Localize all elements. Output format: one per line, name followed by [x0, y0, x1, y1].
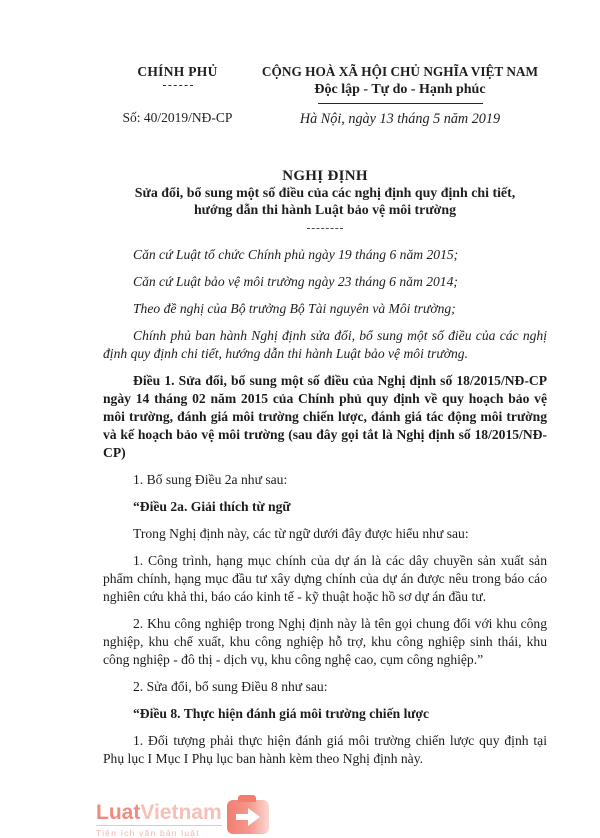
- authority-divider: [163, 85, 193, 86]
- watermark-brand: [96, 803, 222, 823]
- preamble-citation-1: Căn cứ Luật tổ chức Chính phủ ngày 19 tháng 6 năm 2015;: [133, 247, 459, 262]
- header-left-block: [95, 64, 260, 126]
- brand-part-2: Vietnam: [140, 801, 222, 824]
- clause-1-intro: 1. Bổ sung Điều 2a như sau:: [133, 472, 288, 487]
- luatvietnam-watermark: [96, 796, 269, 838]
- watermark-tagline: Tiện ích văn bản luật: [96, 828, 200, 838]
- arrow-right-glyph: [233, 805, 263, 829]
- document-subtitle-line2: hướng dẫn thi hành Luật bảo vệ môi trường: [193, 203, 457, 218]
- document-subtitle-line1: Sửa đổi, bổ sung một số điều của các nghị định quy định chi tiết,: [134, 186, 516, 201]
- national-motto: Độc lập - Tự do - Hạnh phúc: [314, 82, 486, 97]
- article-2a-intro: Trong Nghị định này, các từ ngữ dưới đây được hiểu như sau:: [133, 526, 469, 541]
- arrow-right-briefcase-icon: [227, 800, 269, 834]
- clause-2-intro: 2. Sửa đổi, bổ sung Điều 8 như sau:: [133, 679, 328, 694]
- title-divider: [307, 228, 343, 229]
- article-2a-item-2: 2. Khu công nghiệp trong Nghị định này là tên gọi chung đối với khu công nghiệp, khu chế xuất, khu công nghiệp hỗ trợ, khu công nghiệp sinh thái, khu công nghiệp - đô thị - dịch vụ, khu công nghệ cao, cụm công nghiệp.”: [103, 616, 547, 667]
- document-number: Số: 40/2019/NĐ-CP: [122, 110, 233, 125]
- motto-divider: [318, 103, 483, 104]
- preamble-citation-2: Căn cứ Luật bảo vệ môi trường ngày 23 tháng 6 năm 2014;: [133, 274, 458, 289]
- briefcase-handle: [238, 795, 256, 802]
- national-title: CỘNG HOÀ XÃ HỘI CHỦ NGHĨA VIỆT NAM: [261, 64, 539, 79]
- place-and-date: Hà Nội, ngày 13 tháng 5 năm 2019: [299, 111, 501, 127]
- enacting-clause: Chính phủ ban hành Nghị định sửa đổi, bổ sung một số điều của các nghị định quy định chi tiết, hướng dẫn thi hành Luật bảo vệ môi trường.: [103, 328, 547, 361]
- issuing-authority: CHÍNH PHỦ: [137, 64, 218, 79]
- title-block: [103, 168, 547, 229]
- article-8-item-1: 1. Đối tượng phải thực hiện đánh giá môi trường chiến lược quy định tại Phụ lục I Mục I Phụ lục ban hành kèm theo Nghị định này.: [103, 733, 547, 766]
- preamble-proposal: Theo đề nghị của Bộ trưởng Bộ Tài nguyên và Môi trường;: [133, 301, 456, 316]
- article-2a-heading: “Điều 2a. Giải thích từ ngữ: [133, 499, 291, 514]
- document-body: [103, 246, 547, 768]
- article-1-heading: Điều 1. Sửa đổi, bổ sung một số điều của Nghị định số 18/2015/NĐ-CP ngày 14 tháng 02 năm 2015 của Chính phủ quy định về quy hoạch bảo vệ môi trường, đánh giá môi trường chiến lược, đánh giá tác động môi trường và kế hoạch bảo vệ môi trường (sau đây gọi tắt là Nghị định số 18/2015/NĐ-CP): [103, 373, 547, 460]
- document-type-title: NGHỊ ĐỊNH: [282, 168, 368, 184]
- brand-part-1: Luat: [96, 801, 141, 824]
- header-right-block: [256, 64, 544, 128]
- watermark-divider: [96, 825, 222, 826]
- article-2a-item-1: 1. Công trình, hạng mục chính của dự án là các dây chuyền sản xuất sản phẩm chính, hạng mục đầu tư xây dựng chính của dự án được nêu trong báo cáo nghiên cứu khả thi, báo cáo kinh tế - kỹ thuật hoặc hồ sơ dự án đầu tư.: [103, 553, 547, 604]
- document-header: [0, 64, 600, 139]
- document-content: [0, 168, 600, 777]
- article-8-heading: “Điều 8. Thực hiện đánh giá môi trường chiến lược: [133, 706, 430, 721]
- watermark-text: [96, 796, 222, 838]
